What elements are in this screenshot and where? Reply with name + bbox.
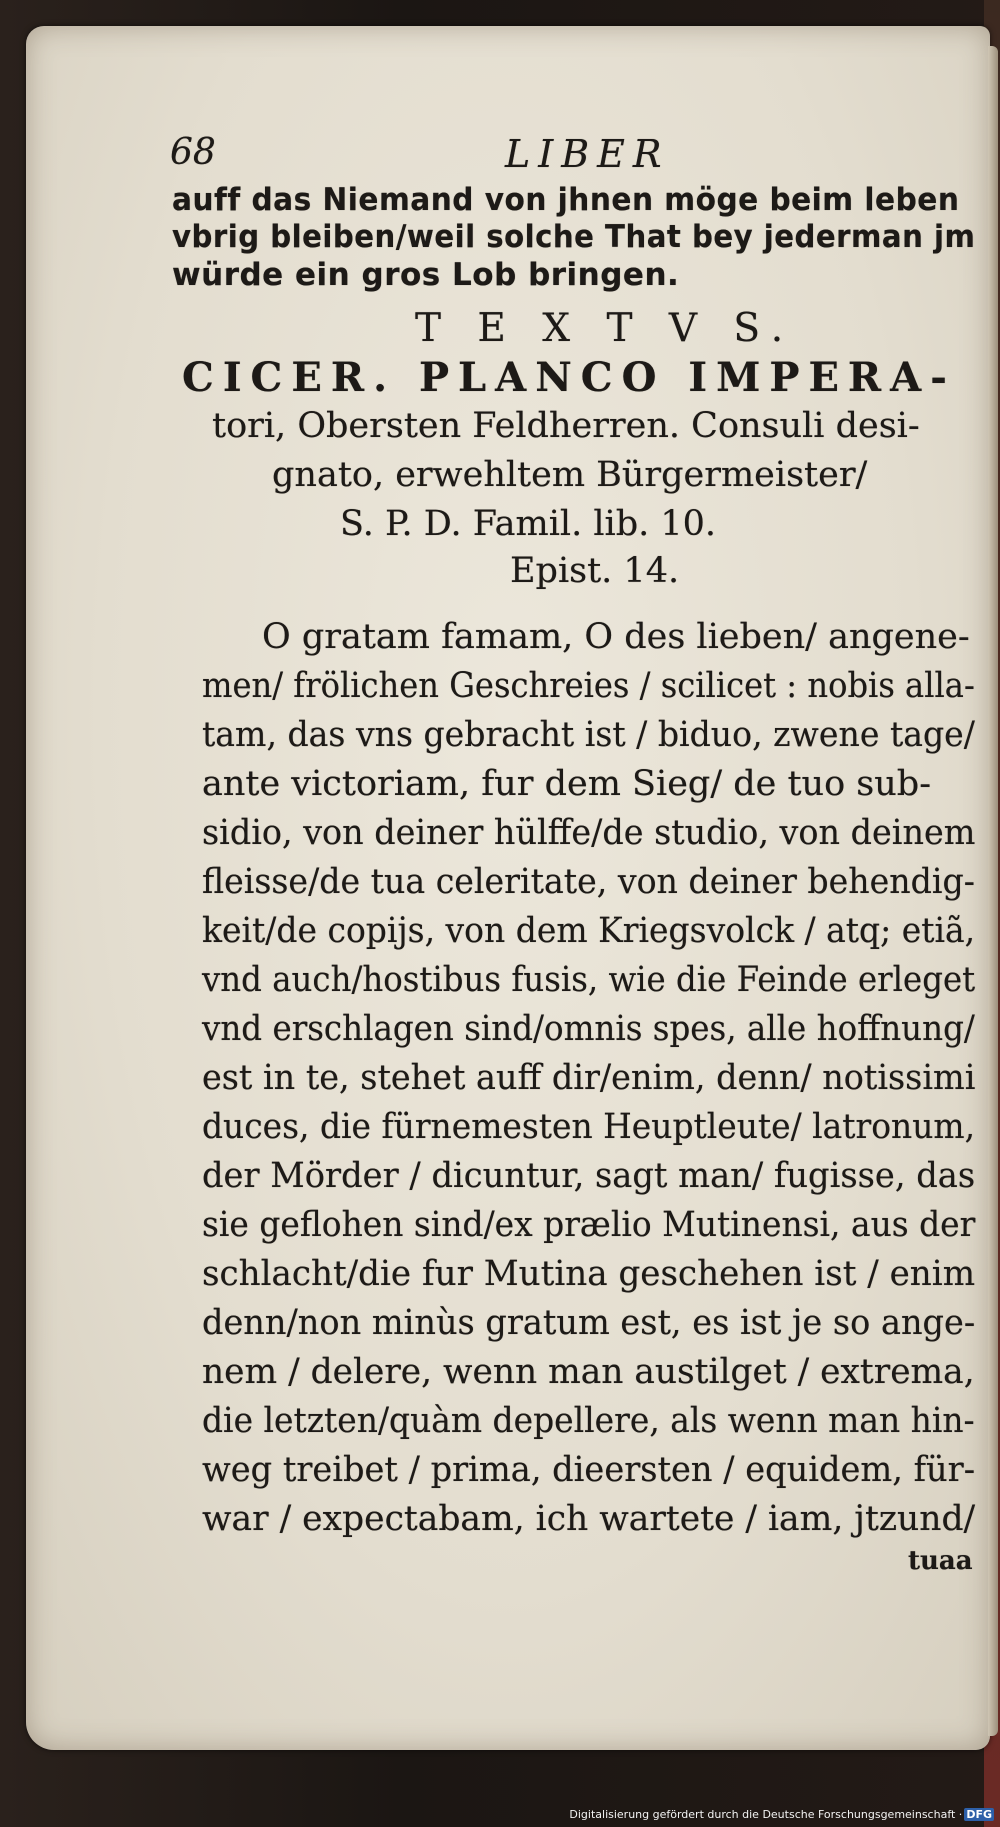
body-line: tam, das vns gebracht ist / biduo, zwene tage/ bbox=[202, 715, 975, 755]
body-line: fleisse/de tua celeritate, von deiner behendig- bbox=[202, 862, 975, 902]
dfg-logo: DFG bbox=[966, 1808, 992, 1821]
body-line: war / expectabam, ich wartete / iam, jtzund/ bbox=[202, 1499, 976, 1539]
body-line: keit/de copijs, von dem Kriegsvolck / atq; etiã, bbox=[202, 911, 976, 951]
intro-line: würde ein gros Lob bringen. bbox=[172, 257, 680, 293]
page-edge bbox=[988, 46, 998, 1736]
footer-text: Digitalisierung gefördert durch die Deutsche Forschungsgemeinschaft · bbox=[569, 1808, 963, 1821]
body-line: est in te, stehet auff dir/enim, denn/ notissimi bbox=[202, 1058, 976, 1098]
body-line: nem / delere, wenn man austilget / extrema, bbox=[202, 1352, 975, 1392]
body-line: sidio, von deiner hülffe/de studio, von deinem bbox=[202, 813, 976, 853]
catchword: tuaa bbox=[908, 1546, 973, 1576]
footer-credit bbox=[569, 1808, 994, 1821]
body-line: men/ frölichen Geschreies / scilicet : nobis alla- bbox=[202, 666, 975, 706]
intro-line: auff das Niemand von jhnen möge beim leben bbox=[172, 182, 960, 218]
body-line: duces, die fürnemesten Heuptleute/ latronum, bbox=[202, 1107, 976, 1147]
letter-heading-line: tori, Obersten Feldherren. Consuli desi- bbox=[212, 406, 920, 446]
letter-heading-line: CICER. PLANCO IMPERA- bbox=[182, 354, 956, 401]
intro-line: vbrig bleiben/weil solche That bey jederman jm bbox=[172, 219, 976, 255]
body-line: vnd erschlagen sind/omnis spes, alle hoffnung/ bbox=[202, 1009, 975, 1049]
body-line: O gratam famam, O des lieben/ angene- bbox=[262, 617, 970, 657]
letter-heading-line: S. P. D. Famil. lib. 10. bbox=[340, 504, 717, 544]
body-line: schlacht/die fur Mutina geschehen ist / enim bbox=[202, 1254, 976, 1294]
body-line: vnd auch/hostibus fusis, wie die Feinde erleget bbox=[202, 960, 976, 1000]
body-line: ante victoriam, fur dem Sieg/ de tuo sub- bbox=[202, 764, 932, 804]
page-number: 68 bbox=[170, 132, 216, 173]
body-line: die letzten/quàm depellere, als wenn man hin- bbox=[202, 1401, 975, 1441]
body-line: der Mörder / dicuntur, sagt man/ fugisse, das bbox=[202, 1156, 976, 1196]
body-line: weg treibet / prima, dieersten / equidem, für- bbox=[202, 1450, 976, 1490]
section-heading-textus: T E X T V S. bbox=[415, 306, 796, 351]
running-head: LIBER bbox=[505, 132, 670, 176]
letter-heading-line: gnato, erwehltem Bürgermeister/ bbox=[272, 455, 868, 495]
letter-heading-line: Epist. 14. bbox=[510, 551, 680, 591]
body-line: sie geflohen sind/ex prælio Mutinensi, aus der bbox=[202, 1205, 976, 1245]
body-line: denn/non minùs gratum est, es ist je so ange- bbox=[202, 1303, 976, 1343]
